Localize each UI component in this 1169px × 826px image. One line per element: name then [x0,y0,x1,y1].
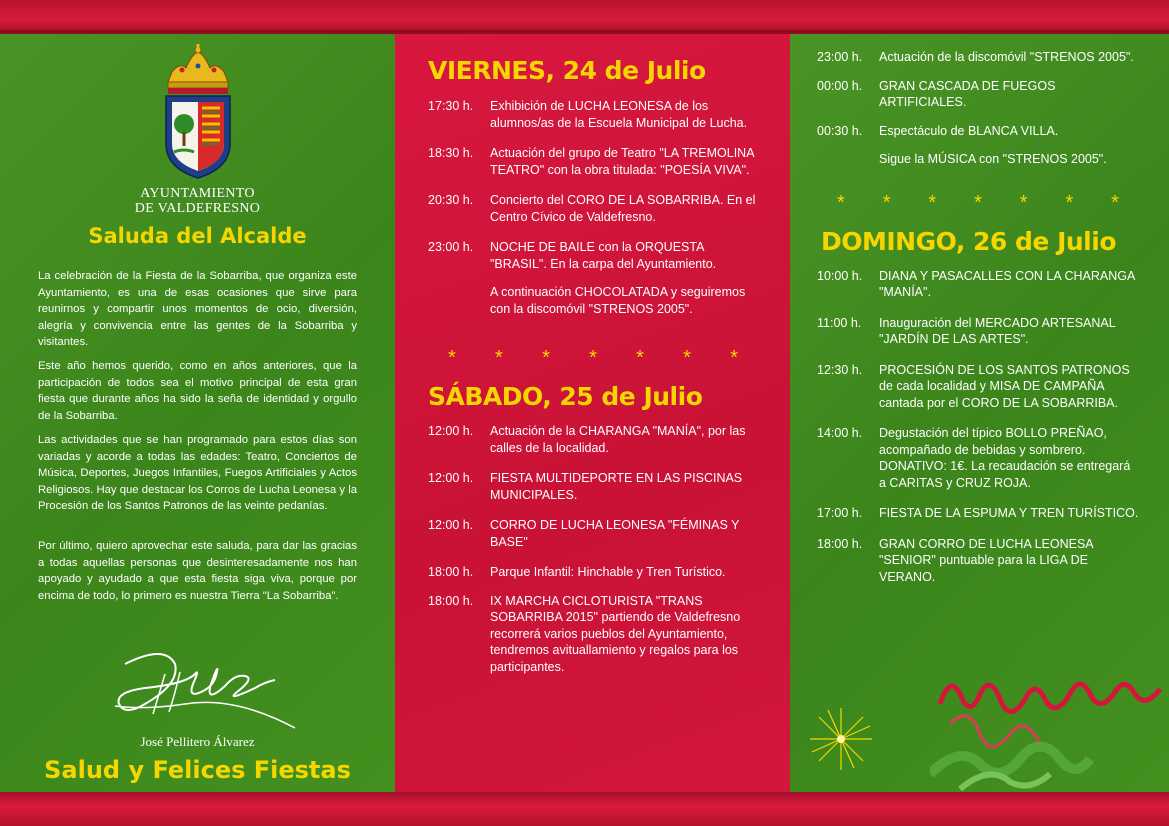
event-time: 18:30 h. [428,146,474,160]
event-desc: Degustación del típico BOLLO PREÑAO, acompañado de bebidas y sombrero. DONATIVO: 1€. La recaudación se entregará a CARITAS y CRUZ ROJA. [879,426,1131,490]
star-separator: * * * * * * * [837,191,1119,214]
event-desc: DIANA Y PASACALLES CON LA CHARANGA "MANÍA". [879,268,1135,299]
event-time: 00:30 h. [817,123,863,138]
event-row [817,505,1139,522]
day-title-sabado: SÁBADO, 25 de Julio [428,382,703,411]
event-row [817,425,1139,491]
org-name-line2: DE VALDEFRESNO [134,201,261,216]
event-desc: NOCHE DE BAILE con la ORQUESTA "BRASIL". En la carpa del Ayuntamiento. [490,240,717,271]
event-desc: Concierto del CORO DE LA SOBARRIBA. En el Centro Cívico de Valdefresno. [490,193,756,224]
event-time: 14:00 h. [817,426,863,440]
day-title-viernes: VIERNES, 24 de Julio [428,56,706,85]
event-row [428,423,758,456]
star-separator: * * * * * * * [448,347,738,369]
saluda-paragraph: Por último, quiero aprovechar este saluda, para dar las gracias a todas aquellas personas que desinteresadamente nos han apoyado y ayudado a que esta fiesta siga viva, porque por encima de todo, lo primero es nuestra Tierra "La Sobarriba". [38,540,357,602]
event-time: 11:00 h. [817,315,862,330]
event-row [428,564,758,581]
saluda-paragraph: Las actividades que se han programado para estos días son variadas y acorde a todas las edades: Teatro, Conciertos de Música, Deportes, Juegos Infantiles, Fuegos Artificiales y Actos Religiosos. Hay que destacar los Corros de Lucha Leonesa y la Procesión de los Santos Patronos de las veinte pedanías. [38,434,357,512]
event-desc: Actuación de la CHARANGA "MANÍA", por las calles de la localidad. [490,424,746,455]
event-desc: GRAN CORRO DE LUCHA LEONESA "SENIOR" puntuable para la LIGA DE VERANO. [879,536,1093,584]
firework-icon [806,704,876,774]
coat-of-arms-icon [158,44,238,184]
signature-icon [105,644,305,734]
event-desc: Exhibición de LUCHA LEONESA de los alumnos/as de la Escuela Municipal de Lucha. [490,99,748,130]
event-time: 18:00 h. [428,593,474,608]
saluda-paragraph: Este año hemos querido, como en años anteriores, que la participación de todos sea el motivo principal de esta gran fiesta que durante años ha sido la seña de identidad y orgullo de la Sobarriba. [38,360,357,422]
streamers-icon [930,664,1165,792]
day-title-domingo: DOMINGO, 26 de Julio [821,226,1116,256]
event-time: 18:00 h. [817,536,863,551]
event-desc: Actuación de la discomóvil "STRENOS 2005". [879,50,1134,64]
event-row [428,284,758,317]
event-row [817,78,1139,111]
saluda-title: Saluda del Alcalde [88,224,307,248]
event-desc: Espectáculo de BLANCA VILLA. [879,123,1059,138]
signer-name: José Pellitero Álvarez [140,734,255,749]
event-desc: IX MARCHA CICLOTURISTA "TRANS SOBARRIBA 2015" partiendo de Valdefresno recorrerá varios pueblos del Ayuntamiento, tendremos avituallamiento y regalos para los participantes. [490,593,741,674]
closing-greeting: Salud y Felices Fiestas [44,756,351,784]
event-time: 12:30 h. [817,362,863,377]
event-row [428,517,758,550]
event-desc: Actuación del grupo de Teatro "LA TREMOLINA TEATRO" con la obra titulada: "POESÍA VIVA". [490,146,754,177]
event-row [817,268,1139,301]
event-time: 23:00 h. [817,50,863,64]
event-row [428,98,758,131]
event-desc: Sigue la MÚSICA con "STRENOS 2005". [879,152,1107,166]
event-row [428,145,758,178]
top-red-band [0,0,1169,34]
event-desc: Parque Infantil: Hinchable y Tren Turístico. [490,565,726,579]
event-row [817,123,1139,140]
event-time: 23:00 h. [428,240,474,254]
event-desc: A continuación CHOCOLATADA y seguiremos con la discomóvil "STRENOS 2005". [490,285,746,316]
event-time: 12:00 h. [428,471,474,485]
event-row [817,362,1139,412]
event-row [428,239,758,272]
event-time: 17:00 h. [817,506,863,520]
event-time: 17:30 h. [428,99,474,113]
event-time: 00:00 h. [817,78,863,93]
event-desc: PROCESIÓN DE LOS SANTOS PATRONOS de cada localidad y MISA DE CAMPAÑA cantada por el CORO DE LA SOBARRIBA. [879,362,1130,410]
event-time [817,151,879,168]
event-desc: FIESTA MULTIDEPORTE EN LAS PISCINAS MUNICIPALES. [490,471,743,502]
event-row [428,470,758,503]
event-row [817,49,1139,66]
event-time: 20:30 h. [428,193,474,207]
event-desc: CORRO DE LUCHA LEONESA "FÉMINAS Y BASE" [490,518,740,549]
event-time [428,284,490,317]
event-time: 12:00 h. [428,424,474,438]
event-time: 12:00 h. [428,518,474,532]
panel-viernes-sabado [395,34,790,792]
event-row [428,593,758,676]
bottom-red-band [0,792,1169,826]
event-row [817,536,1139,586]
event-time: 18:00 h. [428,565,474,579]
event-time: 10:00 h. [817,268,863,283]
event-desc: GRAN CASCADA DE FUEGOS ARTIFICIALES. [879,78,1056,109]
org-name-line1: AYUNTAMIENTO [140,186,255,201]
event-row [817,315,1139,348]
event-row [817,151,1139,168]
event-desc: Inauguración del MERCADO ARTESANAL "JARDÍN DE LAS ARTES". [879,315,1116,346]
event-row [428,192,758,225]
saluda-paragraph: La celebración de la Fiesta de la Sobarriba, que organiza este Ayuntamiento, es una de esas ocasiones que sirve para reunirnos y compartir unos momentos de ocio, diversión, alegría y convivencia entre las gentes de la Sobarriba y visitantes. [38,270,357,348]
event-desc: FIESTA DE LA ESPUMA Y TREN TURÍSTICO. [879,506,1139,520]
